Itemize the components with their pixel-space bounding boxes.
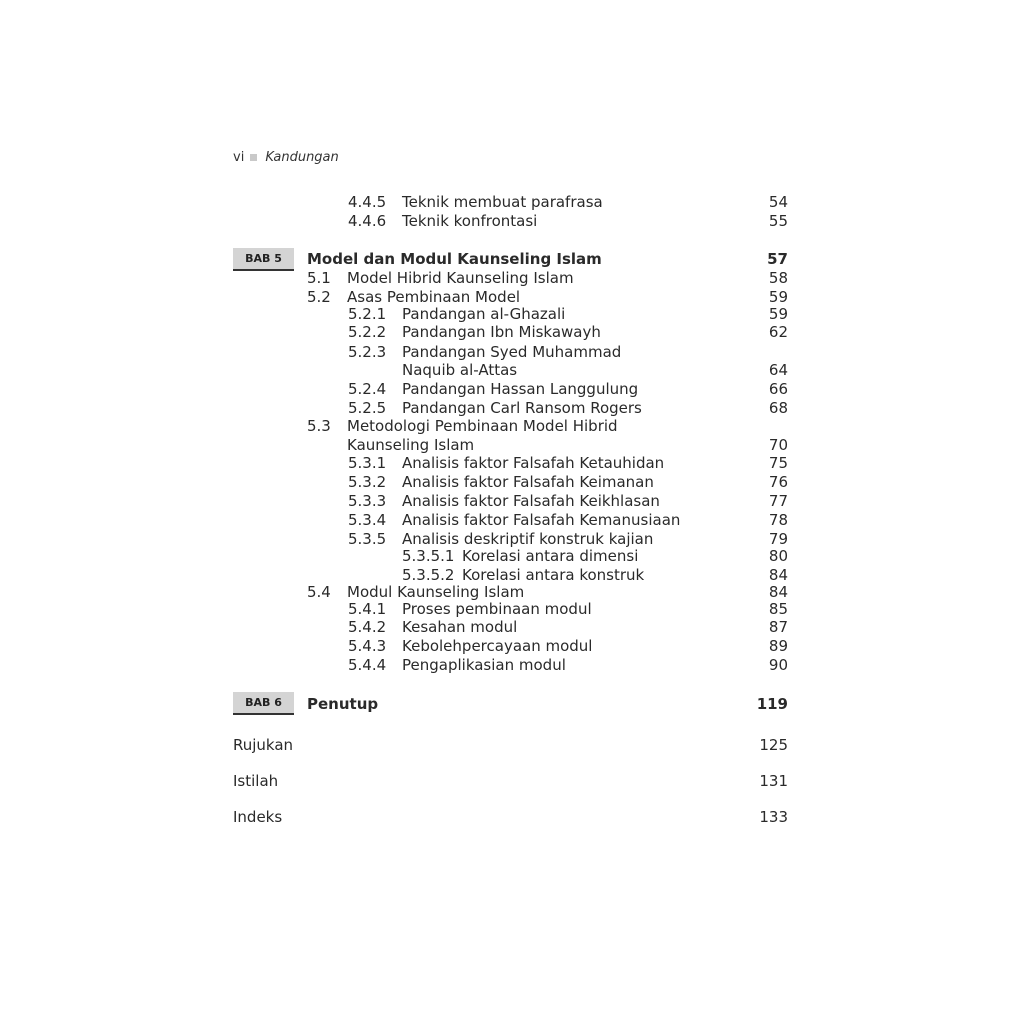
entry-title: Pandangan Carl Ransom Rogers — [402, 399, 642, 417]
entry-title: Pandangan al-Ghazali — [402, 305, 566, 323]
entry-page-number: 76 — [768, 473, 788, 491]
entry-title: Analisis deskriptif konstruk kajian — [402, 530, 654, 548]
entry-page-number: 131 — [759, 772, 788, 790]
entry-number: 5.4.1 — [348, 600, 387, 618]
entry-page-number: 79 — [768, 530, 788, 548]
entry-title: Kaunseling Islam — [347, 436, 475, 454]
entry-page-number: 89 — [768, 637, 788, 655]
entry-title: Kebolehpercayaan modul — [402, 637, 593, 655]
entry-page-number: 68 — [768, 399, 788, 417]
running-header-title: Kandungan — [265, 150, 339, 165]
entry-page-number: 58 — [768, 269, 788, 287]
entry-number: 4.4.6 — [348, 212, 387, 230]
entry-page-number: 70 — [768, 436, 788, 454]
entry-title: Kesahan modul — [402, 618, 518, 636]
entry-title: Naquib al-Attas — [402, 361, 518, 379]
entry-title: Teknik konfrontasi — [402, 212, 538, 230]
entry-page-number: 59 — [768, 288, 788, 306]
entry-page-number: 84 — [768, 566, 788, 584]
entry-number: 5.2.2 — [348, 323, 387, 341]
entry-title: Modul Kaunseling Islam — [347, 583, 525, 601]
page-number-roman: vi — [233, 150, 245, 165]
entry-title: Pengaplikasian modul — [402, 656, 566, 674]
entry-page-number: 54 — [768, 193, 788, 211]
entry-number: 5.2.5 — [348, 399, 387, 417]
entry-number: 5.2.1 — [348, 305, 387, 323]
entry-number: 5.4.2 — [348, 618, 387, 636]
entry-title: Analisis faktor Falsafah Ketauhidan — [402, 454, 665, 472]
entry-number: 5.4 — [307, 583, 331, 601]
entry-page-number: 66 — [768, 380, 788, 398]
entry-number: 4.4.5 — [348, 193, 387, 211]
entry-page-number: 119 — [756, 695, 788, 713]
entry-number: 5.1 — [307, 269, 331, 287]
entry-number: 5.3.4 — [348, 511, 387, 529]
back-matter-entry[interactable]: Rujukan — [233, 736, 294, 754]
entry-title: Model dan Modul Kaunseling Islam — [307, 250, 602, 268]
entry-page-number: 78 — [768, 511, 788, 529]
entry-title: Pandangan Ibn Miskawayh — [402, 323, 601, 341]
entry-page-number: 125 — [759, 736, 788, 754]
entry-page-number: 59 — [768, 305, 788, 323]
entry-page-number: 84 — [768, 583, 788, 601]
entry-number: 5.3.1 — [348, 454, 387, 472]
entry-title: Pandangan Hassan Langgulung — [402, 380, 639, 398]
entry-number: 5.3.5.1 — [402, 547, 455, 565]
entry-page-number: 64 — [768, 361, 788, 379]
entry-title: Pandangan Syed Muhammad — [402, 343, 622, 361]
entry-page-number: 57 — [767, 250, 788, 268]
entry-page-number: 77 — [768, 492, 788, 510]
entry-page-number: 90 — [768, 656, 788, 674]
square-bullet-icon — [250, 154, 257, 161]
entry-number: 5.2 — [307, 288, 331, 306]
back-matter-entry[interactable]: Istilah — [233, 772, 279, 790]
entry-page-number: 75 — [768, 454, 788, 472]
entry-page-number: 87 — [768, 618, 788, 636]
entry-number: 5.2.4 — [348, 380, 387, 398]
entry-title: Model Hibrid Kaunseling Islam — [347, 269, 574, 287]
entry-title: Penutup — [307, 695, 379, 713]
entry-number: 5.3.2 — [348, 473, 387, 491]
entry-number: 5.3.5 — [348, 530, 387, 548]
entry-title: Korelasi antara konstruk — [462, 566, 645, 584]
entry-page-number: 85 — [768, 600, 788, 618]
entry-number: 5.2.3 — [348, 343, 387, 361]
entry-title: Asas Pembinaan Model — [347, 288, 521, 306]
entry-number: 5.4.3 — [348, 637, 387, 655]
entry-page-number: 62 — [768, 323, 788, 341]
chapter-tab: BAB 5 — [233, 248, 294, 271]
entry-number: 5.4.4 — [348, 656, 387, 674]
entry-title: Metodologi Pembinaan Model Hibrid — [347, 417, 618, 435]
entry-number: 5.3.5.2 — [402, 566, 455, 584]
back-matter-entry[interactable]: Indeks — [233, 808, 283, 826]
entry-page-number: 80 — [768, 547, 788, 565]
entry-title: Analisis faktor Falsafah Keikhlasan — [402, 492, 660, 510]
entry-title: Proses pembinaan modul — [402, 600, 592, 618]
entry-page-number: 133 — [759, 808, 788, 826]
entry-title: Korelasi antara dimensi — [462, 547, 639, 565]
running-header — [233, 150, 339, 165]
entry-title: Teknik membuat parafrasa — [402, 193, 603, 211]
entry-title: Analisis faktor Falsafah Keimanan — [402, 473, 654, 491]
chapter-tab: BAB 6 — [233, 692, 294, 715]
entry-title: Analisis faktor Falsafah Kemanusiaan — [402, 511, 681, 529]
entry-number: 5.3 — [307, 417, 331, 435]
entry-page-number: 55 — [768, 212, 788, 230]
entry-number: 5.3.3 — [348, 492, 387, 510]
